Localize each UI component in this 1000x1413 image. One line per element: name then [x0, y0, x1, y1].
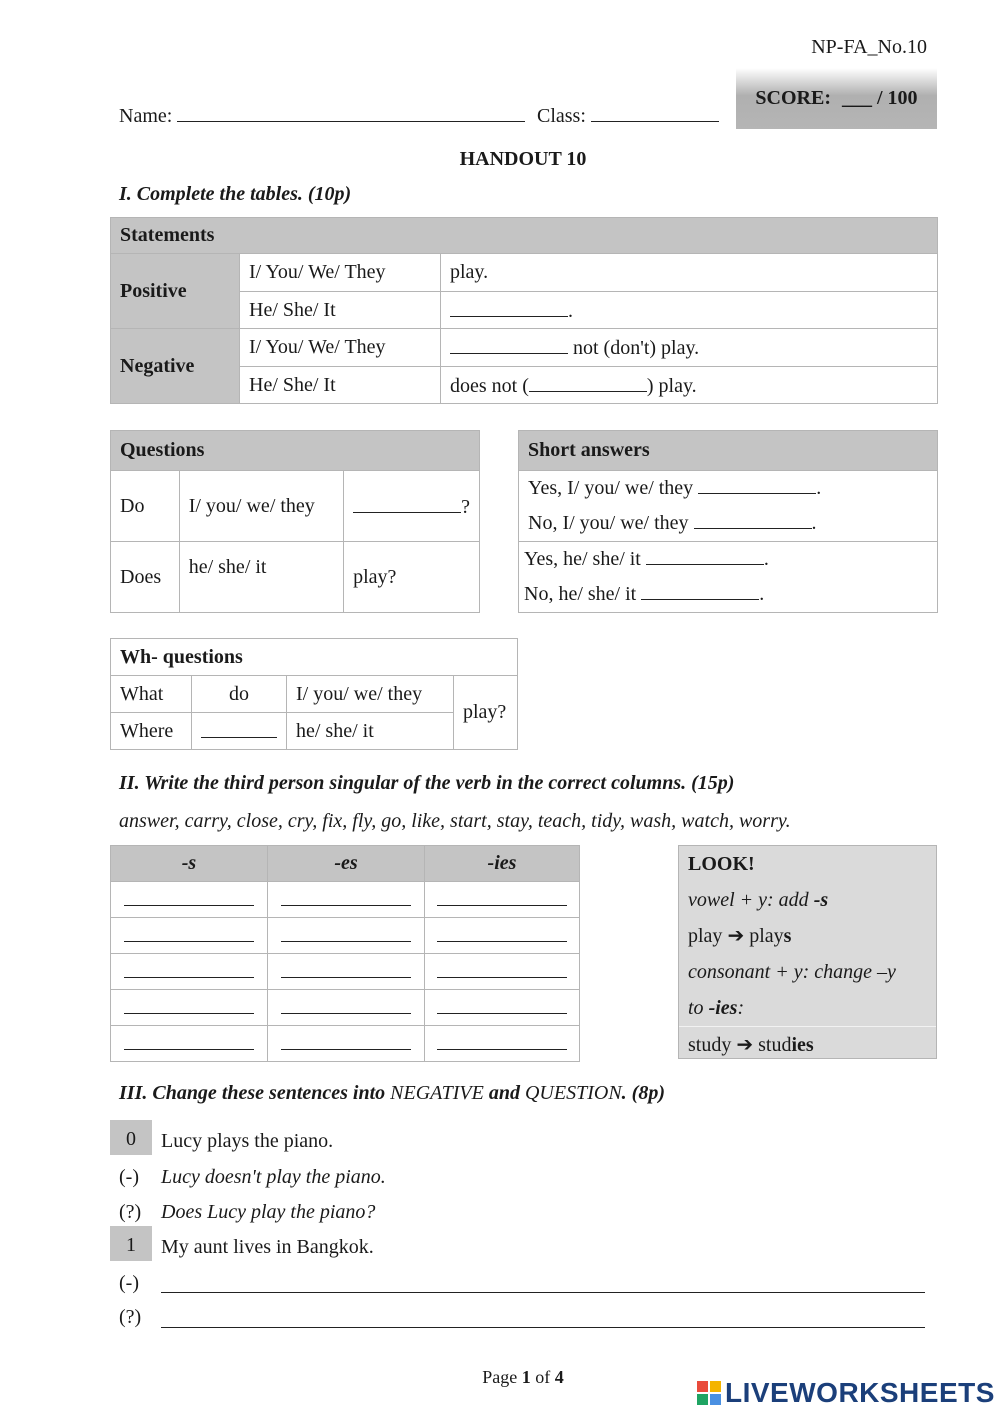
item-sentence: My aunt lives in Bangkok. [161, 1236, 374, 1258]
question-subject: he/ she/ it [179, 542, 343, 613]
answer-blank[interactable] [450, 335, 568, 354]
wh-word: What [111, 676, 192, 713]
wh-subject: he/ she/ it [287, 713, 454, 750]
question-aux: Do [111, 471, 180, 542]
statement-verb-end: ) play. [646, 374, 697, 397]
look-rule-1: vowel + y: add -s [688, 889, 829, 911]
column-header: -es [268, 846, 425, 882]
look-example-2: study ➔ studies [688, 1034, 814, 1056]
short-answers-cell [519, 471, 938, 542]
statement-verb-end: . [568, 299, 573, 322]
wh-aux: do [192, 676, 287, 713]
score-box [736, 68, 937, 129]
page-title: HANDOUT 10 [459, 148, 587, 170]
answer-blank[interactable] [437, 1031, 567, 1050]
answer-blank[interactable] [281, 959, 411, 978]
answer-blank[interactable] [124, 959, 254, 978]
look-rule-2: consonant + y: change –y [688, 961, 896, 983]
look-example-1: play ➔ plays [688, 925, 792, 947]
question-mark: ? [461, 495, 470, 518]
statement-verb-cell [441, 367, 938, 404]
answer-blank[interactable] [281, 887, 411, 906]
short-answer-line: No, I/ you/ we/ they . [528, 512, 817, 534]
example-negative: Lucy doesn't play the piano. [161, 1166, 386, 1188]
negative-marker: (-) [119, 1272, 139, 1294]
question-verb-cell [344, 471, 480, 542]
page-number: Page 1 of 4 [482, 1367, 564, 1387]
answer-blank[interactable] [646, 546, 764, 565]
column-header: -ies [425, 846, 580, 882]
example-question: Does Lucy play the piano? [161, 1201, 376, 1223]
name-field[interactable] [119, 101, 525, 128]
wh-questions-title: Wh- questions [111, 639, 518, 676]
short-answers-title: Short answers [519, 431, 938, 471]
questions-title: Questions [111, 431, 480, 471]
item-sentence: Lucy plays the piano. [161, 1130, 334, 1152]
question-verb: play? [344, 542, 480, 613]
positive-label: Positive [111, 254, 240, 329]
statement-verb: play. [441, 254, 938, 292]
arrow-icon: ➔ [736, 1034, 754, 1056]
answer-blank[interactable] [124, 1031, 254, 1050]
score-total: / 100 [877, 87, 918, 109]
statements-table [110, 217, 938, 404]
look-rule-2-cont: to -ies: [679, 990, 936, 1027]
short-answer-line: Yes, I/ you/ we/ they . [528, 477, 822, 499]
answer-blank[interactable] [124, 995, 254, 1014]
wh-word: Where [111, 713, 192, 750]
answer-blank[interactable] [450, 298, 568, 317]
score-blank[interactable]: ___ [842, 87, 872, 109]
logo-icon [697, 1381, 721, 1405]
wh-aux-cell [192, 713, 287, 750]
answer-blank[interactable] [529, 373, 647, 392]
answer-blank[interactable] [437, 923, 567, 942]
question-marker: (?) [119, 1201, 142, 1223]
statements-title: Statements [111, 218, 938, 254]
section2-heading: II. Write the third person singular of the verb in the correct columns. (15p) [119, 772, 735, 794]
wh-subject: I/ you/ we/ they [287, 676, 454, 713]
statement-subject: I/ You/ We/ They [240, 254, 441, 292]
name-label: Name: [119, 105, 173, 127]
statement-subject: He/ She/ It [240, 292, 441, 329]
answer-blank[interactable] [437, 959, 567, 978]
statement-subject: I/ You/ We/ They [240, 329, 441, 367]
negative-label: Negative [111, 329, 240, 404]
statement-verb-cell [441, 292, 938, 329]
wh-verb: play? [454, 676, 518, 750]
score-label: SCORE: [755, 87, 831, 109]
answer-blank[interactable] [124, 887, 254, 906]
verb-columns-table [110, 845, 580, 1062]
short-answer-line: No, he/ she/ it . [524, 583, 765, 605]
answer-blank[interactable] [281, 1031, 411, 1050]
liveworksheets-logo[interactable] [697, 1377, 995, 1409]
word-list: answer, carry, close, cry, fix, fly, go, like, start, stay, teach, tidy, wash, watch, worry. [119, 810, 791, 832]
question-marker: (?) [119, 1306, 142, 1328]
answer-blank[interactable] [281, 995, 411, 1014]
answer-blank[interactable] [281, 923, 411, 942]
class-field[interactable] [537, 101, 719, 128]
item-number: 1 [110, 1226, 152, 1261]
document-code: NP-FA_No.10 [811, 36, 927, 58]
negative-marker: (-) [119, 1166, 139, 1188]
statement-subject: He/ She/ It [240, 367, 441, 404]
section3-heading: III. Change these sentences into NEGATIVE and QUESTION. (8p) [119, 1082, 665, 1104]
answer-blank[interactable] [201, 719, 277, 738]
answer-blank[interactable] [124, 923, 254, 942]
column-header: -s [111, 846, 268, 882]
short-answers-table [518, 430, 938, 613]
class-label: Class: [537, 105, 586, 127]
statement-verb-start: does not ( [450, 374, 529, 397]
item-number: 0 [110, 1120, 152, 1155]
answer-blank[interactable] [641, 581, 759, 600]
statement-verb-cell [441, 329, 938, 367]
answer-blank[interactable] [694, 510, 812, 529]
answer-blank[interactable] [353, 494, 461, 513]
look-box [678, 845, 937, 1059]
answer-blank[interactable] [437, 995, 567, 1014]
arrow-icon: ➔ [727, 925, 745, 947]
class-blank[interactable] [591, 101, 719, 122]
section1-heading: I. Complete the tables. (10p) [119, 183, 352, 205]
short-answer-line: Yes, he/ she/ it . [524, 548, 769, 570]
logo-text: LIVEWORKSHEETS [725, 1377, 995, 1408]
question-subject: I/ you/ we/ they [179, 471, 343, 542]
wh-questions-table [110, 638, 518, 750]
answer-blank[interactable] [698, 475, 816, 494]
short-answers-cell [519, 542, 938, 613]
statement-verb-end: not (don't) play. [568, 337, 700, 359]
question-aux: Does [111, 542, 180, 613]
look-title: LOOK! [688, 853, 755, 875]
question-answer-line[interactable] [161, 1327, 925, 1328]
answer-blank[interactable] [437, 887, 567, 906]
questions-table [110, 430, 480, 613]
negative-answer-line[interactable] [161, 1292, 925, 1293]
name-blank[interactable] [177, 101, 525, 122]
